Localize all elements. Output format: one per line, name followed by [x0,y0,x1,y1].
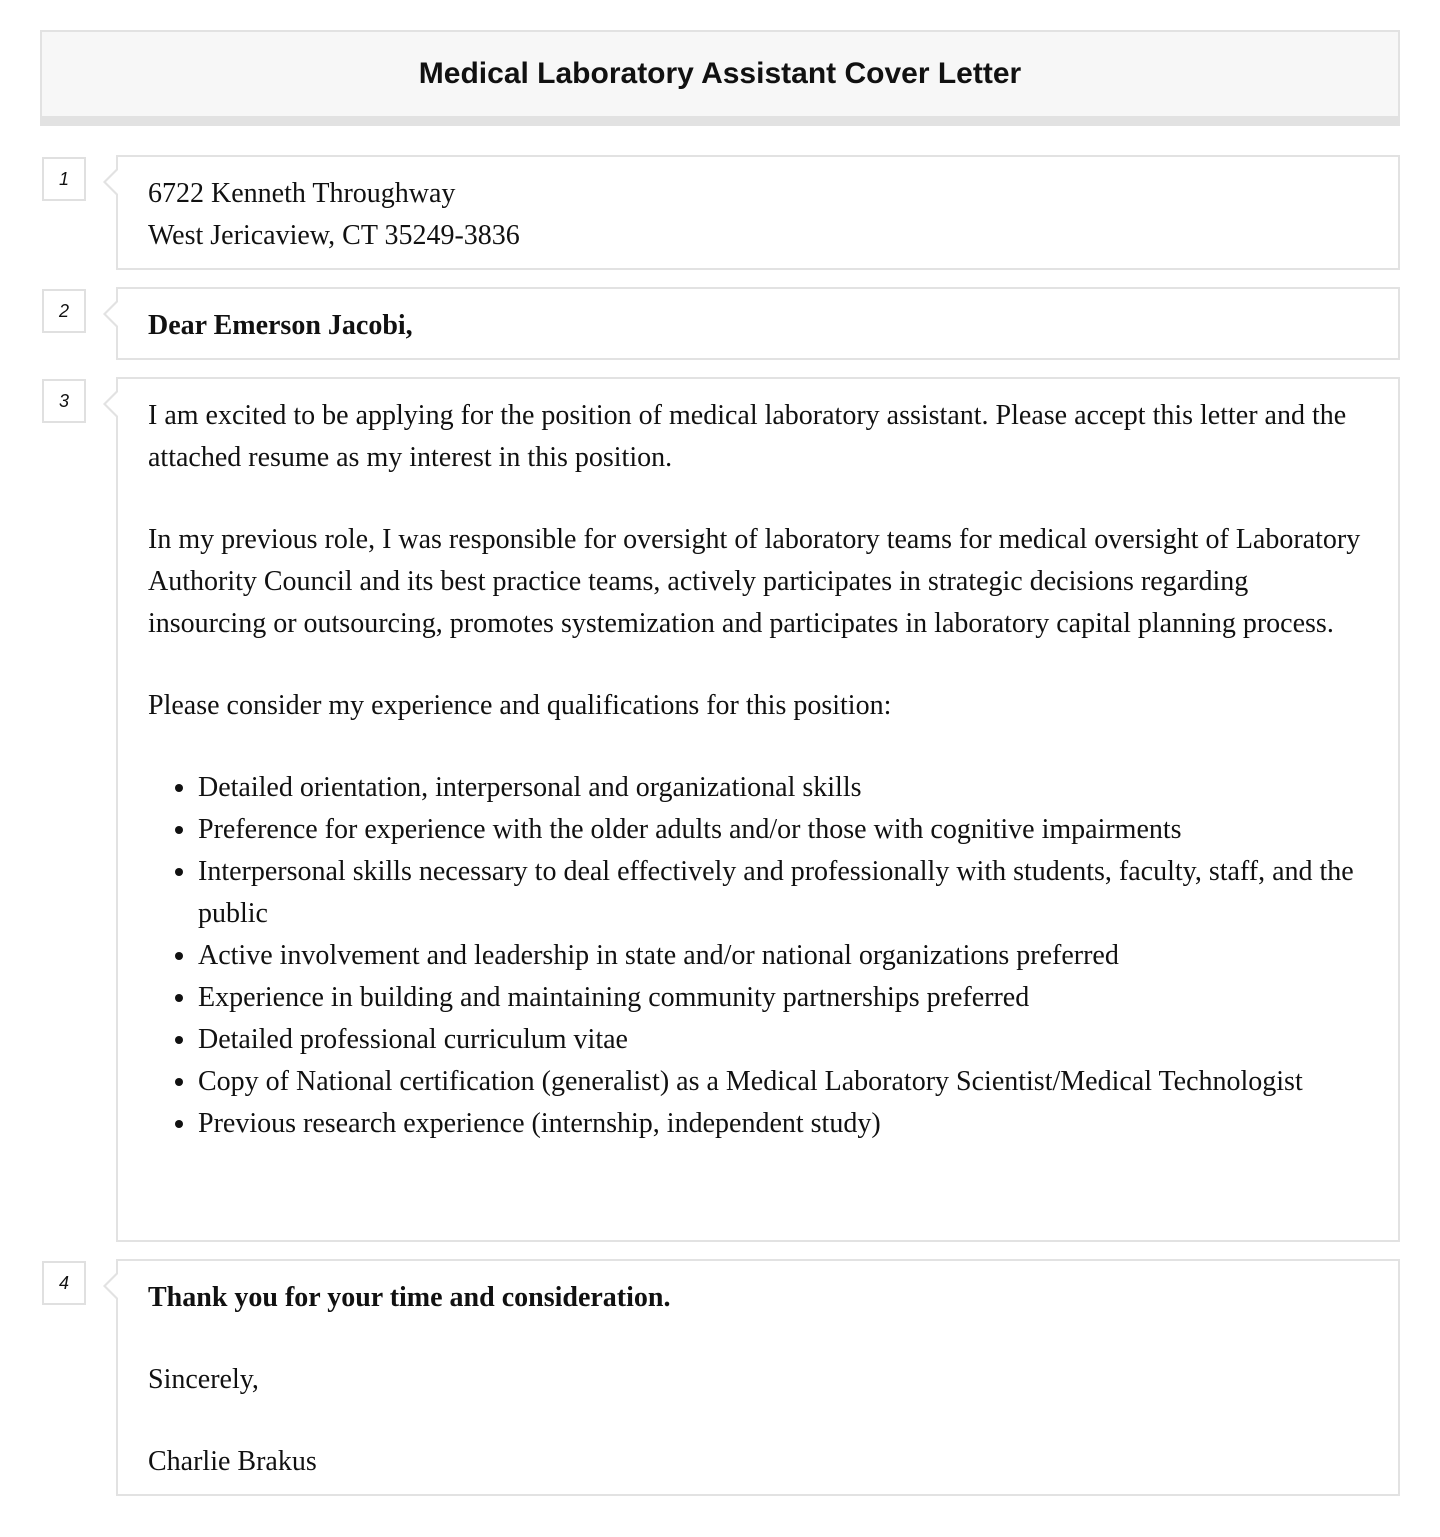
paragraph-gap [148,1319,1368,1359]
list-item: • Detailed professional curriculum vitae [198,1019,1368,1061]
body-card [116,377,1400,1242]
section-number-3: 3 [42,379,86,423]
closing-sign-off: Sincerely, [148,1364,259,1395]
section-number-1: 1 [42,157,86,201]
qualifications-list [148,767,1368,1145]
section-number-4: 4 [42,1261,86,1305]
closing-card [116,1259,1400,1496]
body-paragraph-2: In my previous role, I was responsible for oversight of laboratory teams for medical oversight of Laboratory Authority Council and its best practice teams, actively participates in strategic decisions regarding insourcing or outsourcing, promotes systemization and participates in laboratory capital planning process. [148,524,1361,639]
list-item: • Preference for experience with the older adults and/or those with cognitive impairments [198,809,1368,851]
paragraph-gap [148,645,1368,685]
greeting: Dear Emerson Jacobi, [148,310,413,341]
list-item: • Copy of National certification (generalist) as a Medical Laboratory Scientist/Medical Technologist [198,1061,1368,1103]
greeting-card [116,287,1400,360]
body-paragraph-3: Please consider my experience and qualifications for this position: [148,690,892,721]
address-card [116,155,1400,270]
page-title: Medical Laboratory Assistant Cover Letter [418,57,1022,90]
list-item: • Experience in building and maintaining community partnerships preferred [198,977,1368,1019]
list-item: • Previous research experience (internship, independent study) [198,1103,1368,1145]
paragraph-gap [148,727,1368,767]
closing-signature: Charlie Brakus [148,1446,317,1477]
body-paragraph-1: I am excited to be applying for the position of medical laboratory assistant. Please accept this letter and the attached resume as my interest in this position. [148,400,1347,473]
title-bar [40,30,1400,126]
list-item: • Active involvement and leadership in state and/or national organizations preferred [198,935,1368,977]
section-number-2: 2 [42,289,86,333]
list-item: • Detailed orientation, interpersonal and organizational skills [198,767,1368,809]
address-city-line: West Jericaview, CT 35249-3836 [148,220,520,251]
list-item: • Interpersonal skills necessary to deal effectively and professionally with students, faculty, staff, and the public [198,851,1368,935]
closing-thanks: Thank you for your time and consideration. [148,1282,671,1313]
address-street: 6722 Kenneth Throughway [148,178,456,209]
paragraph-gap [148,479,1368,519]
paragraph-gap [148,1401,1368,1441]
